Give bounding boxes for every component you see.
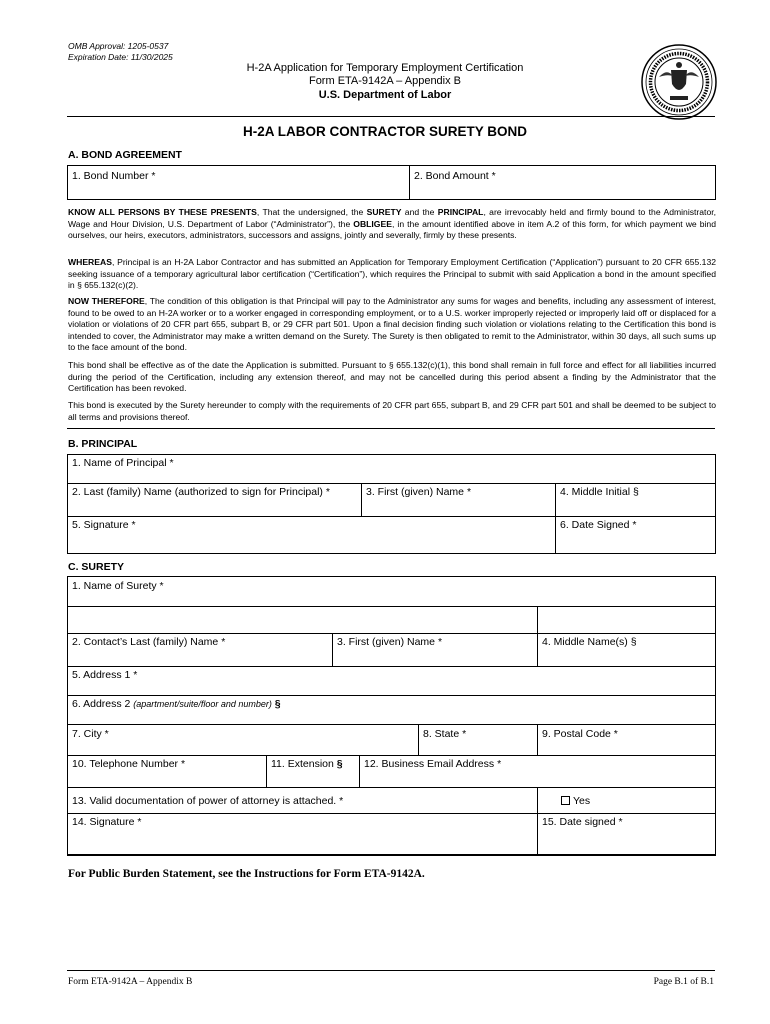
- obligee-term: OBLIGEE: [353, 218, 392, 229]
- agreement-paragraph-5: This bond is executed by the Surety hereunder to comply with the requirements of 20 CFR part 655, subpart B, and 29 CFR part 501 and shall be deemed to be subject to all terms and provisions thereof.: [68, 400, 716, 422]
- omb-approval: [68, 41, 173, 63]
- city-field[interactable]: 7. City *: [72, 728, 109, 740]
- principal-name-field[interactable]: 1. Name of Principal *: [72, 457, 174, 469]
- power-of-attorney-yes[interactable]: [561, 795, 590, 807]
- paragraph-lead: WHEREAS: [68, 257, 112, 267]
- row-divider: [67, 787, 716, 788]
- principal-date-signed-field[interactable]: 6. Date Signed *: [560, 519, 637, 531]
- row-divider: [67, 695, 716, 696]
- cell-divider: [555, 483, 556, 554]
- surety-term: SURETY: [366, 207, 402, 217]
- form-header-line2: Form ETA-9142A – Appendix B: [308, 75, 462, 87]
- business-email-field[interactable]: 12. Business Email Address *: [364, 758, 502, 770]
- paragraph-text: , Principal is an H-2A Labor Contractor and has submitted an Application for Temporary Employment Certification (“Application”) pursuant to 20 CFR 655.132 seeking issuance of a temporary agricultural labor certification (“Certification”), which requires the Principal to submit with said Application a bond in the amount specified in § 655.132(c)(2).: [68, 257, 716, 291]
- row-divider: [67, 483, 716, 484]
- extension-label: 11. Extension: [271, 758, 337, 770]
- public-burden-note: For Public Burden Statement, see the Instructions for Form ETA-9142A.: [68, 868, 425, 880]
- paragraph-lead: NOW THEREFORE: [68, 296, 145, 306]
- section-a-heading: A. BOND AGREEMENT: [68, 149, 182, 161]
- extension-mark: §: [336, 758, 343, 770]
- paragraph-text: , are irrevocably held and firmly bound to the Administrator, Wage and Hour Division, U.S. Department of Labor (“Administrator”), the: [68, 207, 716, 229]
- bond-amount-field[interactable]: 2. Bond Amount *: [414, 170, 496, 182]
- contact-first-name-field[interactable]: 3. First (given) Name *: [337, 636, 443, 648]
- telephone-field[interactable]: 10. Telephone Number *: [72, 758, 186, 770]
- surety-signature-field[interactable]: 14. Signature *: [72, 816, 142, 828]
- table-bottom-rule: [67, 854, 716, 856]
- surety-table: [67, 576, 716, 856]
- agreement-paragraph-3: [68, 296, 716, 354]
- row-divider: [67, 724, 716, 725]
- row-divider: [67, 755, 716, 756]
- principal-signature-field[interactable]: 5. Signature *: [72, 519, 136, 531]
- section-divider: [67, 428, 715, 429]
- contact-last-name-field[interactable]: 2. Contact’s Last (family) Name *: [72, 636, 226, 648]
- address2-hint: (apartment/suite/floor and number): [133, 699, 272, 709]
- cell-divider: [361, 483, 362, 516]
- surety-name-field[interactable]: 1. Name of Surety *: [72, 580, 164, 592]
- cell-divider: [537, 606, 538, 666]
- row-divider: [67, 606, 716, 607]
- paragraph-text: , That the undersigned, the: [256, 207, 367, 217]
- principal-middle-initial-field[interactable]: 4. Middle Initial §: [560, 486, 639, 498]
- paragraph-text: , in the amount identified above in item A.2 of this form, for which payment we bind ourselves, our heirs, executors, administrators, successors and assigns, jointly and severally, firmly by these presents.: [68, 218, 716, 241]
- form-header-line1: H-2A Application for Temporary Employment Certification: [246, 62, 524, 74]
- address2-field[interactable]: [72, 698, 281, 710]
- cell-divider: [266, 755, 267, 787]
- row-divider: [67, 813, 716, 814]
- extension-field[interactable]: [271, 758, 343, 770]
- section-c-heading: C. SURETY: [68, 561, 125, 573]
- principal-first-name-field[interactable]: 3. First (given) Name *: [366, 486, 472, 498]
- bond-number-field[interactable]: 1. Bond Number *: [72, 170, 156, 182]
- address1-field[interactable]: 5. Address 1 *: [72, 669, 138, 681]
- principal-term: PRINCIPAL: [437, 207, 484, 217]
- cell-divider: [409, 165, 410, 200]
- omb-expiration-date: Expiration Date: 11/30/2025: [68, 52, 173, 62]
- header-divider: [67, 116, 715, 117]
- yes-option-label: Yes: [573, 795, 591, 807]
- cell-divider: [537, 724, 538, 755]
- principal-last-name-field[interactable]: 2. Last (family) Name (authorized to sign for Principal) *: [72, 486, 330, 498]
- surety-date-signed-field[interactable]: 15. Date signed *: [542, 816, 623, 828]
- postal-code-field[interactable]: 9. Postal Code *: [542, 728, 618, 740]
- cell-divider: [359, 755, 360, 787]
- state-field[interactable]: 8. State *: [423, 728, 467, 740]
- bond-agreement-table: [67, 165, 716, 200]
- paragraph-text: and the: [401, 207, 438, 217]
- page-title: H-2A LABOR CONTRACTOR SURETY BOND: [242, 124, 527, 139]
- form-header-agency: U.S. Department of Labor: [318, 89, 452, 101]
- row-divider: [67, 516, 716, 517]
- section-b-heading: B. PRINCIPAL: [68, 438, 138, 450]
- footer-divider: [67, 970, 715, 971]
- contact-middle-names-field[interactable]: 4. Middle Name(s) §: [542, 636, 637, 648]
- agreement-paragraph-4: This bond shall be effective as of the date the Application is submitted. Pursuant to § 655.132(c)(1), this bond shall remain in full force and effect for all liabilities incurred during the period of the Certification, including any extension thereof, and may not be cancelled during this period absent a finding by the Administrator that the Certification has been revoked.: [68, 360, 716, 394]
- row-divider: [67, 633, 716, 634]
- agreement-paragraph-1: [68, 207, 716, 242]
- footer-page-number: Page B.1 of B.1: [653, 977, 714, 987]
- cell-divider: [418, 724, 419, 755]
- address2-label: 6. Address 2: [72, 698, 134, 710]
- paragraph-lead: KNOW ALL PERSONS BY THESE PRESENTS: [68, 207, 257, 217]
- cell-divider: [332, 633, 333, 666]
- agreement-paragraph-2: [68, 257, 716, 292]
- footer-form-id: Form ETA-9142A – Appendix B: [68, 977, 193, 987]
- omb-approval-number: OMB Approval: 1205-0537: [68, 41, 169, 51]
- power-of-attorney-label: 13. Valid documentation of power of attorney is attached. *: [72, 795, 344, 807]
- principal-table: [67, 454, 716, 554]
- cell-divider: [537, 787, 538, 854]
- row-divider: [67, 666, 716, 667]
- checkbox-icon[interactable]: [561, 796, 570, 805]
- dol-seal-icon: [641, 44, 717, 120]
- address2-mark: §: [271, 698, 281, 710]
- paragraph-text: , The condition of this obligation is that Principal will pay to the Administrator any sums for wages and benefits, including any assessment of interest, found to be owed to an H-2A worker or to a worker engaged in corresponding employment, or to a U.S. worker improperly rejected or improperly laid off or displaced for a violation or violations of 20 CFR part 655, subpart B, or 29 CFR part 501. Upon a final decision finding such violation or violations relating to the Certification this bond is intended to cover, the Administrator may make a written demand on the Surety. The Surety is then obligated to remit to the Administrator, within 30 days, all such sums up to the face amount of the bond.: [68, 296, 717, 353]
